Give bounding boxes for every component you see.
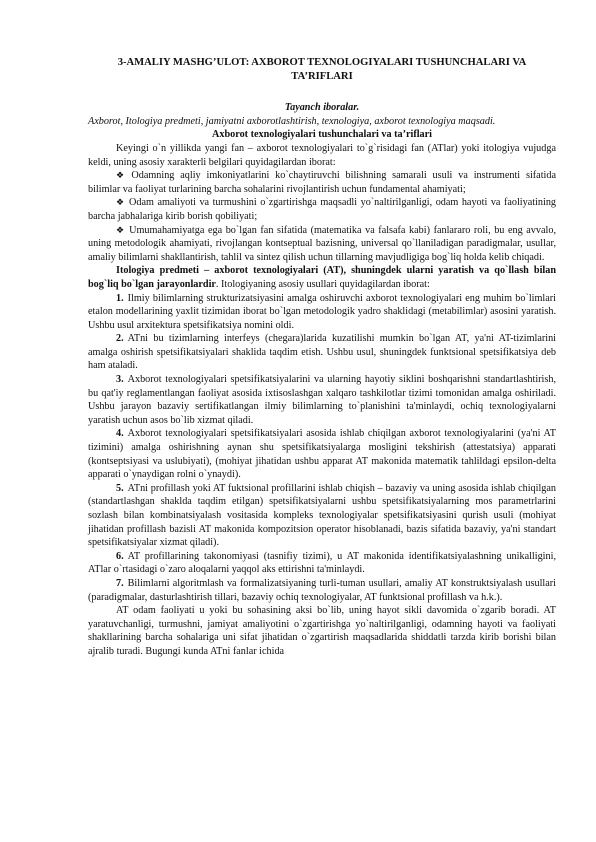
item-number: 4. [116, 428, 124, 440]
bullet-item [88, 169, 556, 196]
diamond-bullet-icon: ❖ [116, 197, 126, 208]
bullet-text: Umumahamiyatga ega bo`lgan fan sifatida (matematika va falsafa kabi) fanlararo roli, bu eng avvalo, uning metodologik ahamiyati, rivojlangan kontseptual bazisning, universal qo`llaniladigan paradigmalar, usullar, amaliy bilimlarni shakllantirish, tahlil va sintez qilish uchun tillarning mavjudligiga bog`liq holda kelib chiqadi. [88, 224, 556, 263]
item-text: Ilmiy bilimlarning strukturizatsiyasini amalga oshiruvchi axborot texnologiyalari eng muhim bo`limlari etalon modellarining yaxlit tizimidan iborat bo`lgan metodologik yadro shaklidagi (metabilimlar) asosini yaratish. Ushbu usul arxitektura spetsifikatsiya nomini oldi. [88, 292, 556, 331]
item-text: ATni bu tizimlarning interfeys (chegara)larida kuzatilishi mumkin bo`lgan AT, ya'ni AT-tizimlarini amalga oshirish spetsifikatsiyalari shaklida taqdim etish. Ushbu usul, shuningdek funktsional spetsifikatsiya deb ham ataladi. [88, 333, 556, 372]
bullet-text: Odam amaliyoti va turmushini o`zgartirishga maqsadli yo`naltirilganligi, odam hayoti va faoliyatining barcha jabhalariga kirib borish qobiliyati; [88, 197, 557, 222]
subject-rest: . Itologiyaning asosiy usullari quyidagilardan iborat: [215, 278, 430, 290]
numbered-item [88, 332, 556, 373]
subject-definition: Itologiya predmeti – axborot texnologiyalari (AT), shuningdek ularni yaratish va qo`llash bilan bog`liq bo`lgan jarayonlardir [88, 265, 556, 290]
item-number: 6. [116, 550, 124, 562]
numbered-item [88, 577, 556, 604]
intro-paragraph: Keyingi o`n yillikda yangi fan – axborot texnologiyalari to`g`risidagi fan (ATlar) yoki itologiya vujudga keldi, uning asosiy xarakterli belgilari quyidagilardan iborat: [88, 142, 556, 168]
closing-paragraph: AT odam faoliyati u yoki bu sohasining aksi bo`lib, uning hayot sikli davomida o`zgarib boradi. AT yaratuvchanligi, turmushni, jamiyat amaliyotini o`zgartirishga yo`naltirilganligi, odamning hayoti va faoliyati shakllarining barcha sohalariga uni sifat jihatidan o`zgartirish maqsadlarida shiddatli tarzda kirib borishi bilan ajralib turadi. Bugungi kunda ATni fanlar ichida [88, 605, 556, 657]
bullet-item [88, 224, 556, 265]
numbered-item [88, 482, 556, 550]
item-number: 1. [116, 292, 124, 304]
item-number: 2. [116, 333, 124, 345]
bullet-text: Odamning aqliy imkoniyatlarini ko`chaytiruvchi bilishning samarali usuli va instrumenti sifatida bilimlar va faoliyat turlarining barcha sohalarini rivojlantirish uchun fundamental ahamiyati; [88, 170, 556, 195]
item-text: AT profillarining takonomiyasi (tasnifiy tizimi), u AT makonida identifikatsiyalashning unikalligini, ATlar o`rtasidagi o`zaro aloqalarni yaqqol aks ettirishni ta'minlaydi. [88, 550, 556, 576]
item-text: Axborot texnologiyalari spetsifikatsiyalari asosida ishlab chiqilgan axborot texnologiyalarini (ya'ni AT tizimini) amalga oshirishning aynan shu spetsifikatsiyalarga mosligini tekshirish (attestatsiya) apparati (kontseptsiyasi va uslubiyati), (mohiyat jihatidan ushbu apparat AT makonida matematik tahlildagi epsilon-delta apparati o`ynaydigan rolni o`ynaydi). [88, 428, 556, 481]
document-page [88, 56, 556, 659]
diamond-bullet-icon: ❖ [116, 170, 128, 181]
item-number: 7. [116, 577, 124, 589]
numbered-item [88, 550, 556, 577]
subject-paragraph [88, 264, 556, 291]
numbered-item [88, 373, 556, 427]
bullet-item [88, 196, 556, 223]
item-number: 5. [116, 482, 124, 494]
numbered-item [88, 292, 556, 333]
page-title: 3-AMALIY MASHG’ULOT: AXBOROT TEXNOLOGIYALARI TUSHUNCHALARI VA TA’RIFLARI [117, 57, 527, 82]
item-text: Bilimlarni algoritmlash va formalizatsiyaning turli-tuman usullari, amaliy AT konstruktsiyalash usullari (paradigmalar, dasturlashtirish tillari, bazaviy ochiq texnologiyalar, AT funktsional profillash va h.k.). [88, 577, 556, 603]
item-text: Axborot texnologiyalari spetsifikatsiyalarini va ularning hayotiy siklini boshqarishni standartlashtirish, bu qat'iy reglamentlangan faoliyat asosida ixtisoslashgan xalqaro tashkilotlar tizimi tomonidan amalga oshiriladi. Ushbu jarayon bazaviy sertifikatlangan ilmiy bilimlarning to`planishini ta'minlaydi, ochiq texnologiyalarni yaratish uchun asos bo`lib xizmat qiladi. [88, 374, 556, 426]
diamond-bullet-icon: ❖ [116, 224, 126, 235]
item-text: ATni profillash yoki AT fuktsional profillarini ishlab chiqish – bazaviy va uning asosida ishlab chiqilgan (standartlashgan shaklda taqdim etilgan) spetsifikatsiyalarni ushbu spetsifikatsiyalarning mos parametrlarini sozlash bilan kombinatsiyalash vositasida kompleks texnologiyalar spetsifikatsiyasini qurish usuli (mohiyat jihatidan profillash bazisli AT makonida kompozitsion operator hisoblanadi, bazis sifatida bazaviy, ya'ni standart spetsifikatsiyalar xizmat qiladi). [88, 482, 556, 549]
item-number: 3. [116, 374, 124, 386]
numbered-item [88, 427, 556, 481]
keywords-text: Axborot, Itologiya predmeti, jamiyatni axborotlashtirish, texnologiya, axborot texnologiya maqsadi. [88, 115, 496, 127]
keywords-heading: Tayanch iboralar. [284, 102, 360, 114]
section-title: Axborot texnologiyalari tushunchalari va ta’riflari [212, 129, 432, 141]
